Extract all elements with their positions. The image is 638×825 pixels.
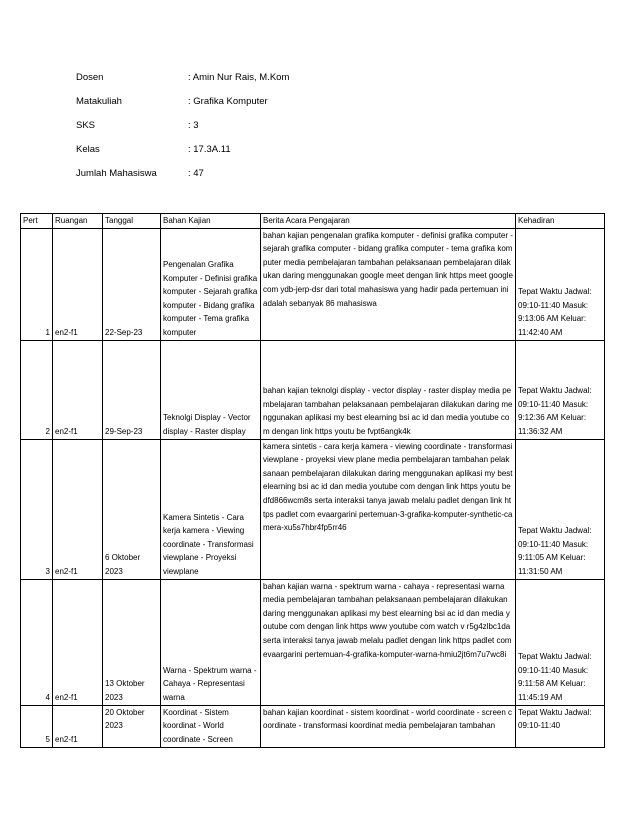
- berita-acara-cell: kamera sintetis - cara kerja kamera - viewing coordinate - transformasi viewplane - proyeksi view plane media pembelajaran tambahan pelaksanaan pembelajaran dilakukan daring menggunakan aplikasi my best elearning bsi ac id dan media youtube com dengan link https youtu be dfd866wcm8s serta interaksi tanya jawab melalu padlet dengan link https padlet com evaargarini pertemuan-3-grafika-komputer-synthetic-camera-xu5s7hbr4fp5rr46: [261, 439, 516, 579]
- berita-acara-cell: bahan kajian teknolgi display - vector display - raster display media pembelajaran tambahan pelaksanaan pembelajaran dilakukan daring menggunakan aplikasi my best elearning bsi ac id dan media youtube com dengan link https youtu be fvpt6angk4k: [261, 340, 516, 439]
- pert-cell: 5: [21, 705, 53, 747]
- bahan-kajian-cell: Pengenalan Grafika Komputer - Definisi grafika komputer - Sejarah grafika komputer - Bidang grafika komputer - Tema grafika komputer: [161, 228, 261, 340]
- bahan-kajian-cell: Teknolgi Display - Vector display - Raster display: [161, 340, 261, 439]
- ruangan-cell: en2-f1: [53, 705, 103, 747]
- table-row: [21, 705, 605, 747]
- kehadiran-cell: Tepat Waktu Jadwal: 09:10-11:40 Masuk: 9:13:06 AM Keluar: 11:42:40 AM: [516, 228, 605, 340]
- bahan-kajian-cell: Kamera Sintetis - Cara kerja kamera - Viewing coordinate - Transformasi viewplane - Proyeksi viewplane: [161, 439, 261, 579]
- jumlah-row: [76, 168, 289, 192]
- course-info: [76, 72, 289, 192]
- kehadiran-cell: Tepat Waktu Jadwal: 09:10-11:40 Masuk: 9:11:05 AM Keluar: 11:31:50 AM: [516, 439, 605, 579]
- matakuliah-label: Matakuliah: [76, 96, 122, 107]
- kehadiran-cell: Tepat Waktu Jadwal: 09:10-11:40 Masuk: 9:11:58 AM Keluar: 11:45:19 AM: [516, 579, 605, 705]
- col-header-kehadiran: Kehadiran: [516, 214, 605, 229]
- ruangan-cell: en2-f1: [53, 228, 103, 340]
- tanggal-cell: 13 Oktober 2023: [103, 579, 161, 705]
- dosen-label: Dosen: [76, 72, 104, 83]
- col-header-tanggal: Tanggal: [103, 214, 161, 229]
- tanggal-cell: 20 Oktober 2023: [103, 705, 161, 747]
- tanggal-cell: 6 Oktober 2023: [103, 439, 161, 579]
- col-header-pert: Pert: [21, 214, 53, 229]
- sks-label: SKS: [76, 120, 96, 131]
- kelas-label: Kelas: [76, 144, 100, 155]
- table-row: [21, 340, 605, 439]
- kehadiran-cell: Tepat Waktu Jadwal: 09:10-11:40: [516, 705, 605, 747]
- table-row: [21, 439, 605, 579]
- ruangan-cell: en2-f1: [53, 579, 103, 705]
- kehadiran-cell: Tepat Waktu Jadwal: 09:10-11:40 Masuk: 9:12:36 AM Keluar: 11:36:32 AM: [516, 340, 605, 439]
- pert-cell: 4: [21, 579, 53, 705]
- kelas-row: [76, 144, 289, 168]
- berita-acara-cell: bahan kajian koordinat - sistem koordinat - world coordinate - screen coordinate - transformasi koordinat media pembelajaran tambahan: [261, 705, 516, 747]
- berita-acara-cell: bahan kajian warna - spektrum warna - cahaya - representasi warna media pembelajaran tambahan pelaksanaan pembelajaran dilakukan daring menggunakan aplikasi my best elearning bsi ac id dan media youtube com dengan link https www youtube com watch v r5g4zlbc1da serta interaksi tanya jawab melalu padlet dengan link https padlet com evaargarini pertemuan-4-grafika-komputer-warna-hmiu2jt6m7u7wc8i: [261, 579, 516, 705]
- tanggal-cell: 22-Sep-23: [103, 228, 161, 340]
- dosen-value: : Amin Nur Rais, M.Kom: [188, 72, 290, 83]
- matakuliah-row: [76, 96, 289, 120]
- sks-value: : 3: [188, 120, 199, 131]
- berita-acara-table: [20, 213, 605, 748]
- kelas-value: : 17.3A.11: [188, 144, 231, 155]
- pert-cell: 2: [21, 340, 53, 439]
- table-row: [21, 228, 605, 340]
- berita-acara-cell: bahan kajian pengenalan grafika komputer - definisi grafika computer - sejarah grafika computer - bidang grafika computer - tema grafika komputer media pembelajaran tambahan pelaksanaan pembelajaran dilakukan daring menggunakan google meet dengan link https meet google com ydb-jerp-dsr dari total mahasiswa yang hadir pada pertemuan ini adalah sebanyak 86 mahasiswa: [261, 228, 516, 340]
- ruangan-cell: en2-f1: [53, 340, 103, 439]
- table-row: [21, 579, 605, 705]
- col-header-bahan-kajian: Bahan Kajian: [161, 214, 261, 229]
- pert-cell: 1: [21, 228, 53, 340]
- col-header-berita-acara: Berita Acara Pengajaran: [261, 214, 516, 229]
- jumlah-value: : 47: [188, 168, 204, 179]
- ruangan-cell: en2-f1: [53, 439, 103, 579]
- jumlah-label: Jumlah Mahasiswa: [76, 168, 157, 179]
- table-header-row: [21, 214, 605, 229]
- col-header-ruangan: Ruangan: [53, 214, 103, 229]
- pert-cell: 3: [21, 439, 53, 579]
- sks-row: [76, 120, 289, 144]
- bahan-kajian-cell: Warna - Spektrum warna - Cahaya - Representasi warna: [161, 579, 261, 705]
- tanggal-cell: 29-Sep-23: [103, 340, 161, 439]
- bahan-kajian-cell: Koordinat - Sistem koordinat - World coordinate - Screen: [161, 705, 261, 747]
- dosen-row: [76, 72, 289, 96]
- matakuliah-value: : Grafika Komputer: [188, 96, 268, 107]
